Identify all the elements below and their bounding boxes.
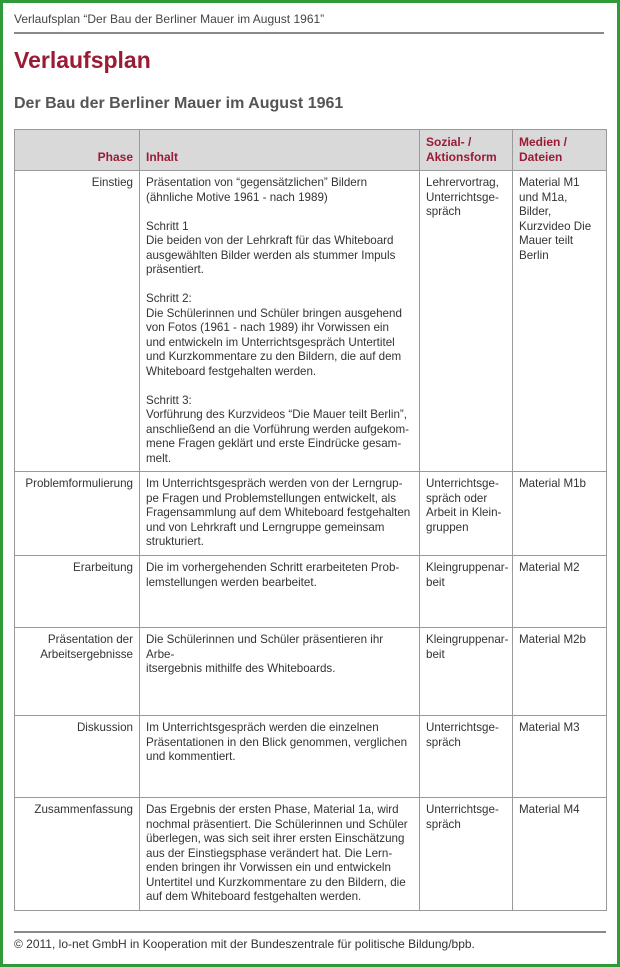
content-cell: Präsentation von “gegensätzlichen” Bildern (ähnliche Motive 1961 - nach 1989) Schritt 1 Die beiden von der Lehrkraft für das Whiteboard ausgewählten Bilder werden als stummer Impuls präsentiert. Schritt 2: Die Schülerinnen und Schüler bringen ausgehend von Fotos (1961 - nach 1989) ihr Vorwissen ein und entwickeln im Unterrichtsgespräch Untertitel und Kurzkommentare zu den Bildern, die auf dem Whiteboard festgehalten werden. Schritt 3: Vorführung des Kurzvideos “Die Mauer teilt Berlin”, anschließend an die Vorführung werden aufgekom- mene Fragen geklärt und erste Eindrücke gesam- melt. bbox=[140, 171, 420, 472]
table-row bbox=[15, 716, 607, 798]
content-cell: Die Schülerinnen und Schüler präsentieren ihr Arbe- itsergebnis mithilfe des Whiteboards. bbox=[140, 628, 420, 716]
column-header-content: Inhalt bbox=[140, 130, 420, 171]
social-form-cell: Unterrichtsge- spräch bbox=[420, 716, 513, 798]
table-row bbox=[15, 472, 607, 556]
phase-cell: Erarbeitung bbox=[15, 556, 140, 628]
column-header-media: Medien / Dateien bbox=[513, 130, 607, 171]
social-form-cell: Kleingruppenar- beit bbox=[420, 628, 513, 716]
phase-cell: Einstieg bbox=[15, 171, 140, 472]
phase-cell: Zusammenfassung bbox=[15, 798, 140, 911]
social-form-cell: Unterrichtsge- spräch bbox=[420, 798, 513, 911]
media-cell: Material M1b bbox=[513, 472, 607, 556]
page-subtitle: Der Bau der Berliner Mauer im August 1961 bbox=[14, 95, 344, 112]
column-header-phase: Phase bbox=[15, 130, 140, 171]
content-cell: Die im vorhergehenden Schritt erarbeiteten Prob- lemstellungen werden bearbeitet. bbox=[140, 556, 420, 628]
table-row bbox=[15, 798, 607, 911]
column-header-social: Sozial- / Aktionsform bbox=[420, 130, 513, 171]
social-form-cell: Lehrervortrag, Unterrichtsge- spräch bbox=[420, 171, 513, 472]
content-cell: Im Unterrichtsgespräch werden von der Lerngrup- pe Fragen und Problemstellungen entwickelt, als Fragensammlung auf dem Whiteboard festgehalten und von Lehrkraft und Lerngruppe gemeinsam strukturiert. bbox=[140, 472, 420, 556]
table-row bbox=[15, 171, 607, 472]
table-header-row bbox=[15, 130, 607, 171]
media-cell: Material M1 und M1a, Bilder, Kurzvideo Die Mauer teilt Berlin bbox=[513, 171, 607, 472]
copyright-footer: © 2011, lo-net GmbH in Kooperation mit der Bundeszentrale für politische Bildung/bpb. bbox=[14, 937, 475, 951]
social-form-cell: Unterrichtsge- spräch oder Arbeit in Klein- gruppen bbox=[420, 472, 513, 556]
phase-cell: Diskussion bbox=[15, 716, 140, 798]
social-form-cell: Kleingruppenar- beit bbox=[420, 556, 513, 628]
media-cell: Material M4 bbox=[513, 798, 607, 911]
content-cell: Im Unterrichtsgespräch werden die einzelnen Präsentationen in den Blick genommen, verglichen und kommentiert. bbox=[140, 716, 420, 798]
phase-cell: Problemformulierung bbox=[15, 472, 140, 556]
media-cell: Material M2 bbox=[513, 556, 607, 628]
media-cell: Material M2b bbox=[513, 628, 607, 716]
document-page bbox=[3, 3, 617, 964]
table-row bbox=[15, 628, 607, 716]
footer-divider bbox=[14, 931, 606, 933]
lesson-plan-table bbox=[14, 129, 607, 911]
media-cell: Material M3 bbox=[513, 716, 607, 798]
content-cell: Das Ergebnis der ersten Phase, Material 1a, wird nochmal präsentiert. Die Schülerinnen und Schüler überlegen, was sich seit ihrer ersten Einschätzung aus der Einstiegsphase verändert hat. Die Lern- enden bringen ihr Vorwissen ein und entwickeln Untertitel und Kurzkommentare zu den Bildern, die auf dem Whiteboard festgehalten werden. bbox=[140, 798, 420, 911]
table-row bbox=[15, 556, 607, 628]
phase-cell: Präsentation der Arbeitsergebnisse bbox=[15, 628, 140, 716]
running-header: Verlaufsplan “Der Bau der Berliner Mauer im August 1961” bbox=[14, 12, 604, 34]
page-title: Verlaufsplan bbox=[14, 47, 151, 73]
